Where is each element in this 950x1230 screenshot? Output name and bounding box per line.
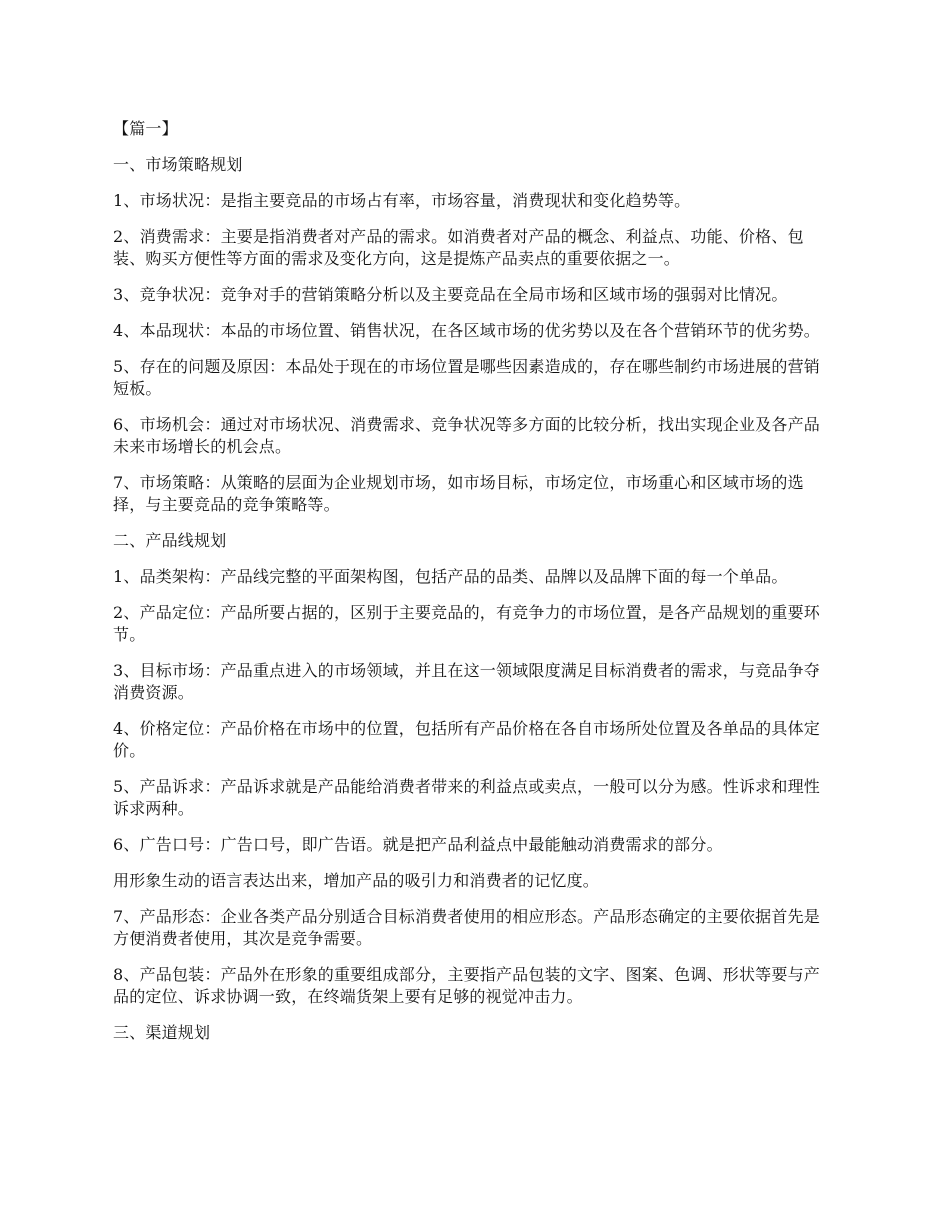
paragraph-competition: 3、竞争状况：竞争对手的营销策略分析以及主要竞品在全局市场和区域市场的强弱对比情况。 [113, 285, 788, 304]
paragraph-product-status: 4、本品现状：本品的市场位置、销售状况，在各区域市场的优劣势以及在各个营销环节的优劣势。 [113, 321, 820, 340]
section-marker: 【篇一】 [113, 119, 178, 138]
paragraph-advertising-slogan: 6、广告口号：广告口号，即广告语。就是把产品利益点中最能触动消费需求的部分。 [113, 835, 723, 854]
paragraph-category-structure: 1、品类架构：产品线完整的平面架构图，包括产品的品类、品牌以及品牌下面的每一个单品。 [113, 567, 788, 586]
paragraph-product-packaging: 8、产品包装：产品外在形象的重要组成部分，主要指产品包装的文字、图案、色调、形状等要与产品的定位、诉求协调一致，在终端货架上要有足够的视觉冲击力。 [113, 965, 820, 1006]
section-heading-product-line: 二、产品线规划 [113, 531, 227, 550]
paragraph-expression: 用形象生动的语言表达出来，增加产品的吸引力和消费者的记忆度。 [113, 871, 600, 890]
paragraph-market-opportunity: 6、市场机会：通过对市场状况、消费需求、竞争状况等多方面的比较分析，找出实现企业及各产品未来市场增长的机会点。 [113, 415, 820, 456]
section-heading-market-strategy: 一、市场策略规划 [113, 155, 243, 174]
paragraph-target-market: 3、目标市场：产品重点进入的市场领域，并且在这一领域限度满足目标消费者的需求，与竞品争夺消费资源。 [113, 661, 820, 702]
paragraph-market-condition: 1、市场状况：是指主要竞品的市场占有率，市场容量，消费现状和变化趋势等。 [113, 191, 691, 210]
paragraph-price-positioning: 4、价格定位：产品价格在市场中的位置，包括所有产品价格在各自市场所处位置及各单品的具体定价。 [113, 719, 820, 760]
document-page [113, 118, 835, 1058]
paragraph-problems-causes: 5、存在的问题及原因：本品处于现在的市场位置是哪些因素造成的，存在哪些制约市场进展的营销短板。 [113, 357, 820, 398]
paragraph-product-form: 7、产品形态：企业各类产品分别适合目标消费者使用的相应形态。产品形态确定的主要依据首先是方便消费者使用，其次是竞争需要。 [113, 907, 820, 948]
paragraph-market-strategy: 7、市场策略：从策略的层面为企业规划市场，如市场目标，市场定位，市场重心和区域市场的选择，与主要竞品的竞争策略等。 [113, 473, 804, 514]
section-heading-channel-planning: 三、渠道规划 [113, 1023, 211, 1042]
paragraph-product-appeal: 5、产品诉求：产品诉求就是产品能给消费者带来的利益点或卖点，一般可以分为感。性诉求和理性诉求两种。 [113, 777, 820, 818]
paragraph-consumer-demand: 2、消费需求：主要是指消费者对产品的需求。如消费者对产品的概念、利益点、功能、价格、包装、购买方便性等方面的需求及变化方向，这是提炼产品卖点的重要依据之一。 [113, 227, 804, 268]
paragraph-product-positioning: 2、产品定位：产品所要占据的，区别于主要竞品的，有竞争力的市场位置，是各产品规划的重要环节。 [113, 603, 820, 644]
